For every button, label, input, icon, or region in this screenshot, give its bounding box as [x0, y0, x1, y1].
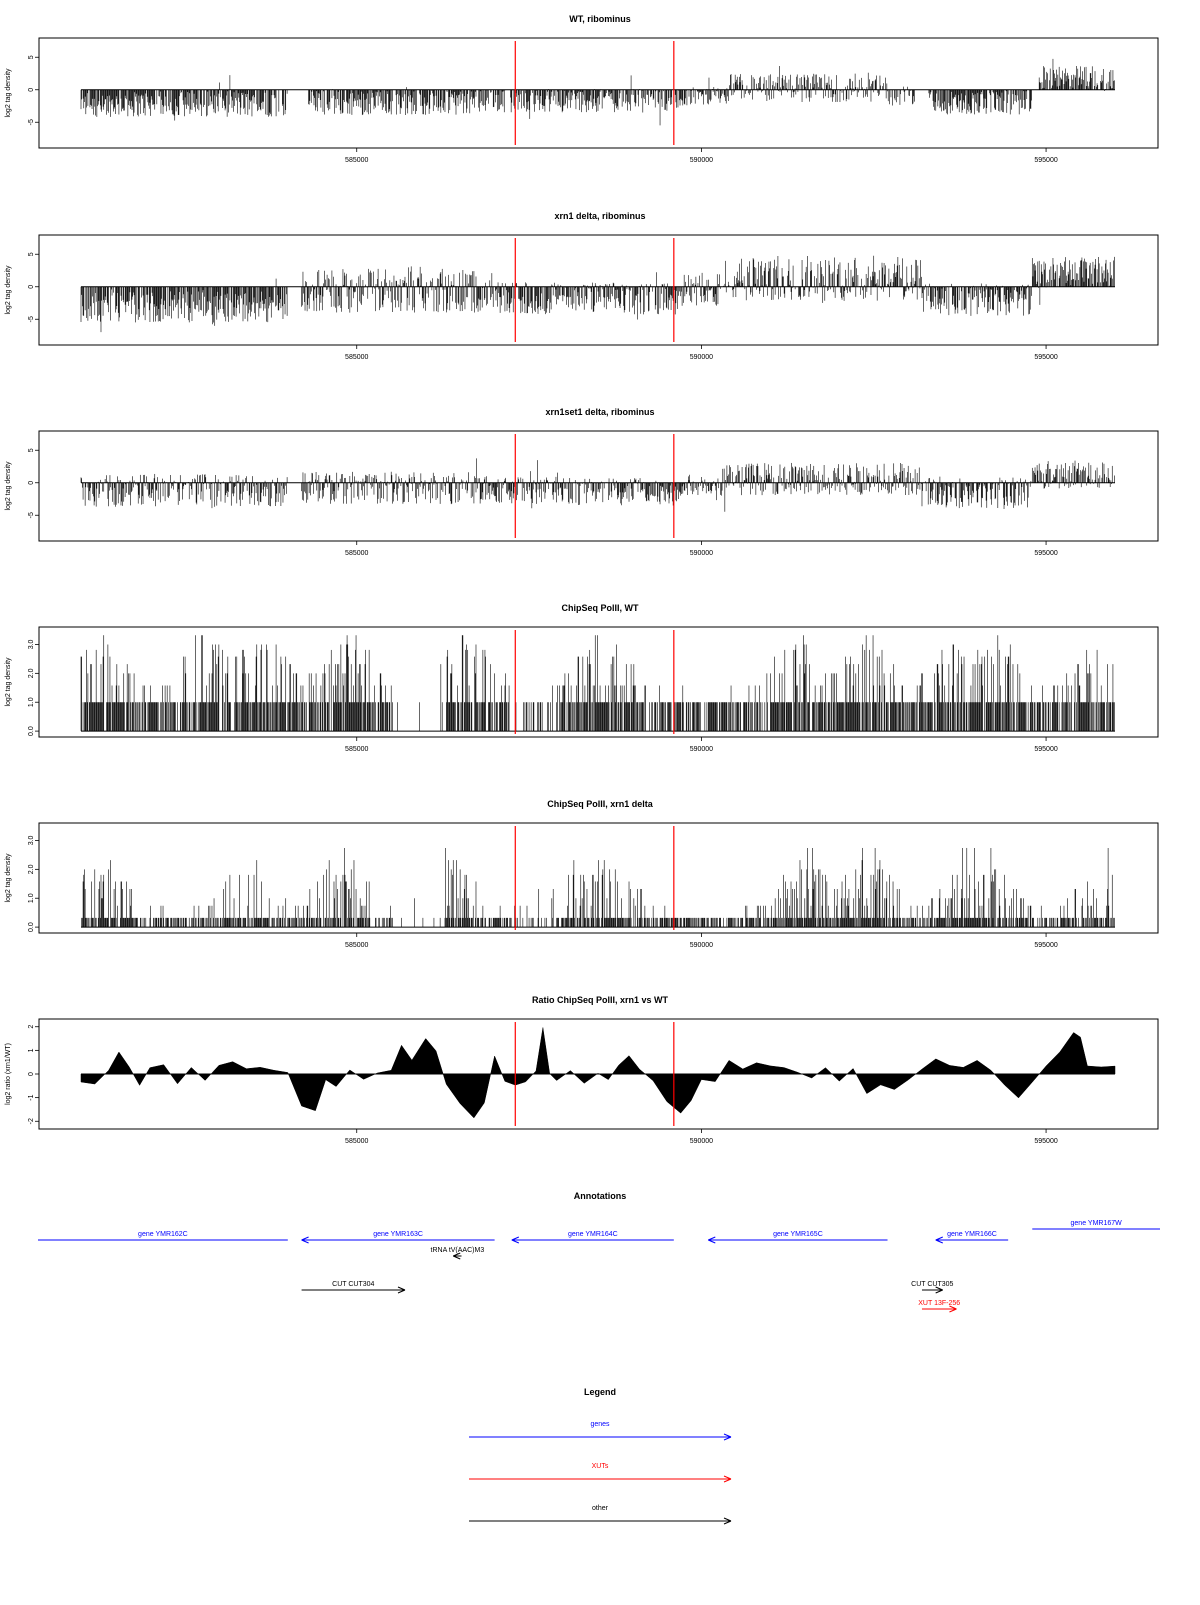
y-axis-label: log2 tag density — [5, 853, 12, 903]
data-marks — [81, 458, 1115, 511]
x-tick-label: 595000 — [1034, 354, 1057, 361]
y-tick-label: 2.0 — [28, 668, 35, 678]
chart-title: ChipSeq PolII, WT — [562, 603, 639, 613]
y-tick-label: 5 — [28, 55, 35, 59]
x-tick-label: 595000 — [1034, 746, 1057, 753]
x-tick-label: 595000 — [1034, 157, 1057, 164]
x-tick-label: 585000 — [345, 942, 368, 949]
chart-panel-4 — [5, 603, 1158, 753]
x-tick-label: 595000 — [1034, 942, 1057, 949]
chart-panel-3 — [5, 407, 1158, 557]
chart-title: ChipSeq PolII, xrn1 delta — [547, 799, 654, 809]
y-axis-label: log2 tag density — [5, 461, 12, 511]
x-tick-label: 590000 — [690, 550, 713, 557]
x-tick-label: 590000 — [690, 354, 713, 361]
chart-title: xrn1set1 delta, ribominus — [545, 407, 654, 417]
y-tick-label: -5 — [28, 316, 35, 322]
x-tick-label: 590000 — [690, 942, 713, 949]
x-tick-label: 590000 — [690, 746, 713, 753]
chart-panel-2 — [5, 211, 1158, 361]
y-tick-label: 0 — [28, 285, 35, 289]
x-tick-label: 595000 — [1034, 550, 1057, 557]
y-axis-label: log2 tag density — [5, 265, 12, 315]
y-tick-label: 0.0 — [28, 922, 35, 932]
y-tick-label: 1.0 — [28, 697, 35, 707]
y-tick-label: -5 — [28, 512, 35, 518]
y-tick-label: -5 — [28, 119, 35, 125]
data-marks — [81, 256, 1115, 332]
y-tick-label: 3.0 — [28, 835, 35, 845]
y-tick-label: 1.0 — [28, 893, 35, 903]
x-tick-label: 585000 — [345, 354, 368, 361]
y-tick-label: 2.0 — [28, 864, 35, 874]
chart-title: WT, ribominus — [569, 14, 631, 24]
y-tick-label: 5 — [28, 252, 35, 256]
y-tick-label: 0 — [28, 481, 35, 485]
y-axis-label: log2 tag density — [5, 657, 12, 707]
chart-title: xrn1 delta, ribominus — [554, 211, 645, 221]
chart-panel-1 — [5, 14, 1158, 164]
data-marks — [81, 59, 1115, 125]
y-tick-label: 0 — [28, 88, 35, 92]
y-tick-label: 3.0 — [28, 639, 35, 649]
chart-panel-5 — [5, 799, 1158, 949]
x-tick-label: 585000 — [345, 746, 368, 753]
x-tick-label: 585000 — [345, 157, 368, 164]
x-tick-label: 590000 — [690, 157, 713, 164]
y-axis-label: log2 tag density — [5, 68, 12, 118]
data-marks — [81, 848, 1115, 927]
y-tick-label: 0.0 — [28, 726, 35, 736]
data-marks — [81, 635, 1115, 731]
x-tick-label: 585000 — [345, 550, 368, 557]
y-tick-label: 5 — [28, 448, 35, 452]
